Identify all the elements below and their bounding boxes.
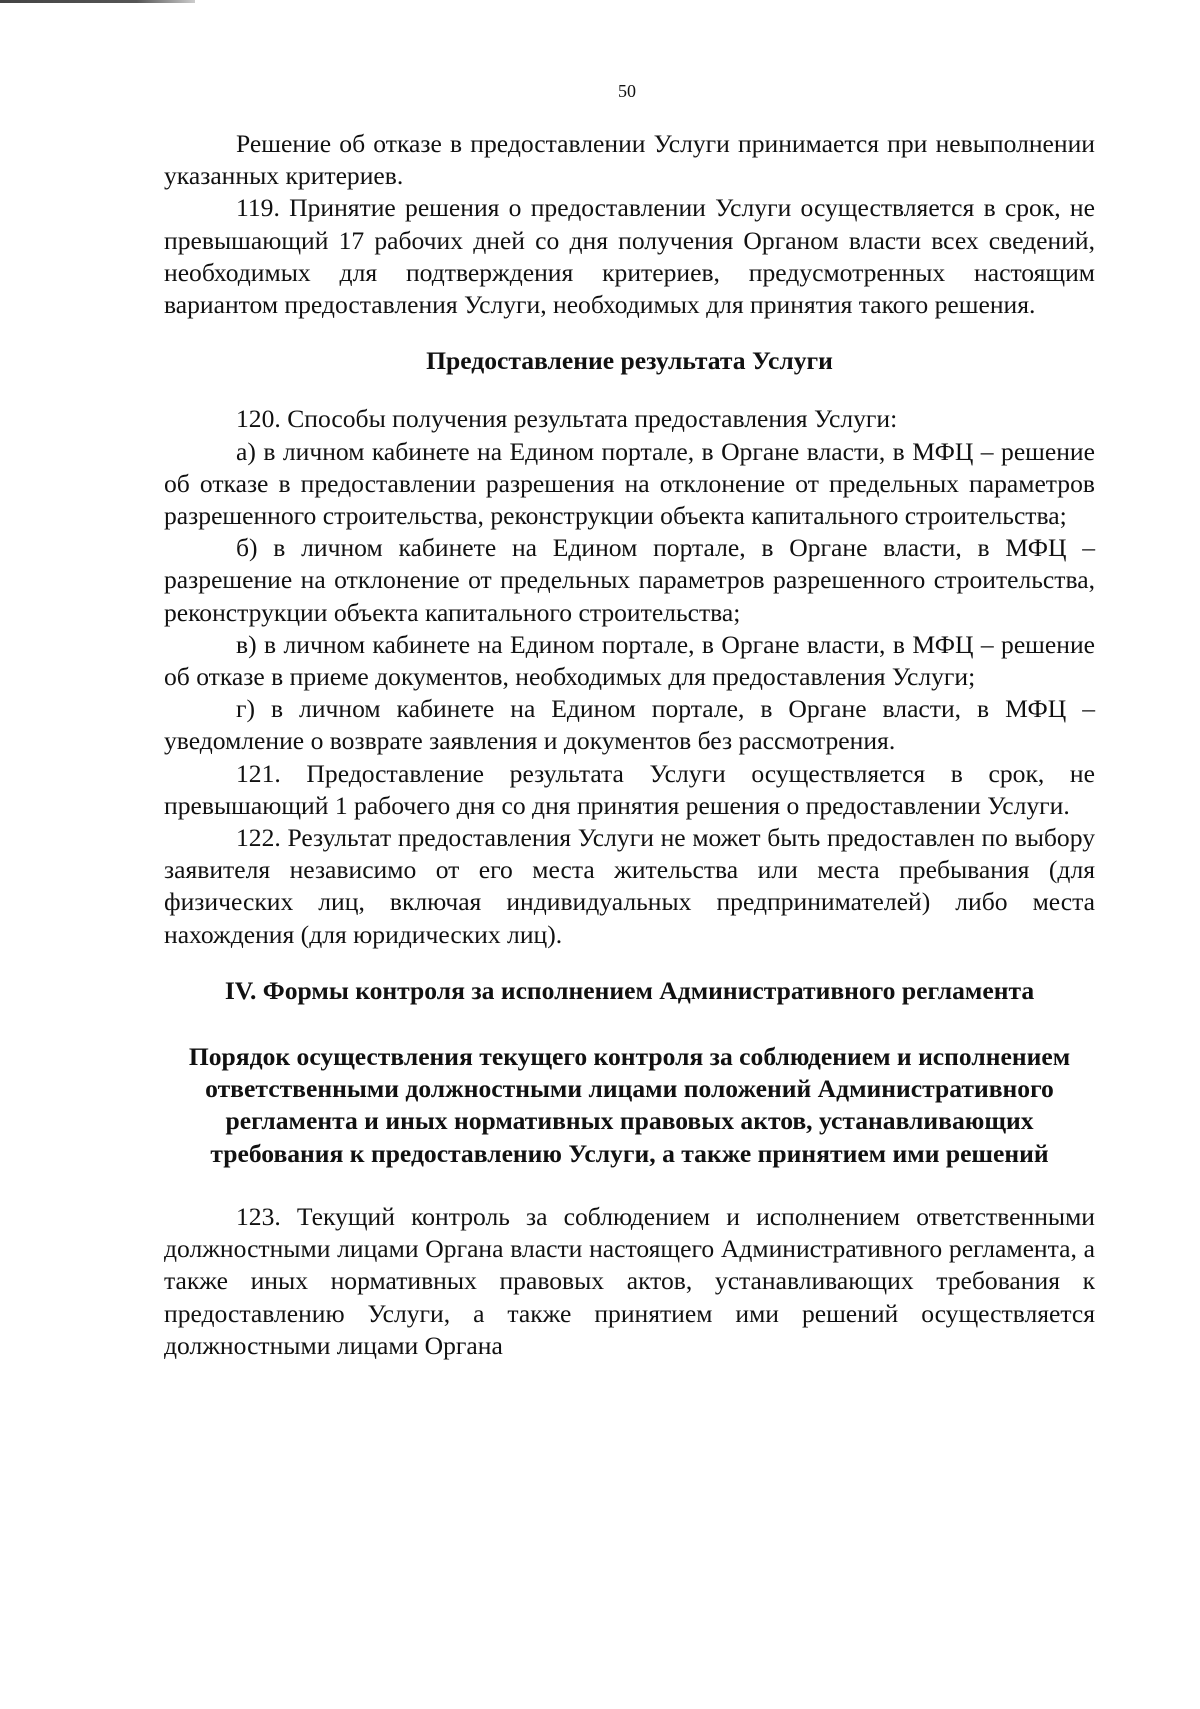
paragraph-refusal-decision: Решение об отказе в предоставлении Услуги принимается при невыполнении указанных критериев. [164,129,1095,191]
paragraph-121: 121. Предоставление результата Услуги осуществляется в срок, не превышающий 1 рабочего дня со дня принятия решения о предоставлении Услуги. [164,758,1095,820]
paragraph-122: 122. Результат предоставления Услуги не может быть предоставлен по выбору заявителя независимо от его места жительства или места пребывания (для физических лиц, включая индивидуальных предпринимателей) либо места нахождения (для юридических лиц). [164,823,1095,949]
paragraph-119: 119. Принятие решения о предоставлении Услуги осуществляется в срок, не превышающий 17 рабочих дней со дня получения Органом власти всех сведений, необходимых для подтверждения критериев, предусмотренных настоящим вариантом предоставления Услуги, необходимых для принятия такого решения. [164,193,1095,320]
paragraph-120-b: б) в личном кабинете на Едином портале, в Органе власти, в МФЦ – разрешение на отклонение от предельных параметров разрешенного строительства, реконструкции объекта капитального строительства; [164,533,1095,627]
scan-edge-mark [0,0,195,3]
paragraph-120-g: г) в личном кабинете на Едином портале, в Органе власти, в МФЦ – уведомление о возврате заявления и документов без рассмотрения. [164,694,1095,756]
page-number: 50 [618,81,636,101]
heading-service-result: Предоставление результата Услуги [426,346,833,376]
heading-section-iv: IV. Формы контроля за исполнением Административного регламента [224,975,1035,1005]
paragraph-120: 120. Способы получения результата предоставления Услуги: [236,404,898,434]
document-body [164,128,1095,1362]
paragraph-123: 123. Текущий контроль за соблюдением и исполнением ответственными должностными лицами Органа власти настоящего Административного регламента, а также иных нормативных правовых актов, устанавливающих требования к предоставлению Услуги, а также принятием ими решений осуществляется должностными лицами Органа [164,1201,1095,1360]
paragraph-120-v: в) в личном кабинете на Едином портале, в Органе власти, в МФЦ – решение об отказе в приеме документов, необходимых для предоставления Услуги; [164,629,1095,692]
heading-current-control: Порядок осуществления текущего контроля за соблюдением и исполнением ответственными должностными лицами положений Административного регламента и иных нормативных правовых актов, устанавливающих требования к предоставлению Услуги, а также принятием ими решений [188,1042,1071,1168]
paragraph-120-a: а) в личном кабинете на Едином портале, в Органе власти, в МФЦ – решение об отказе в предоставлении разрешения на отклонение от предельных параметров разрешенного строительства, реконструкции объекта капитального строительства; [164,436,1095,531]
